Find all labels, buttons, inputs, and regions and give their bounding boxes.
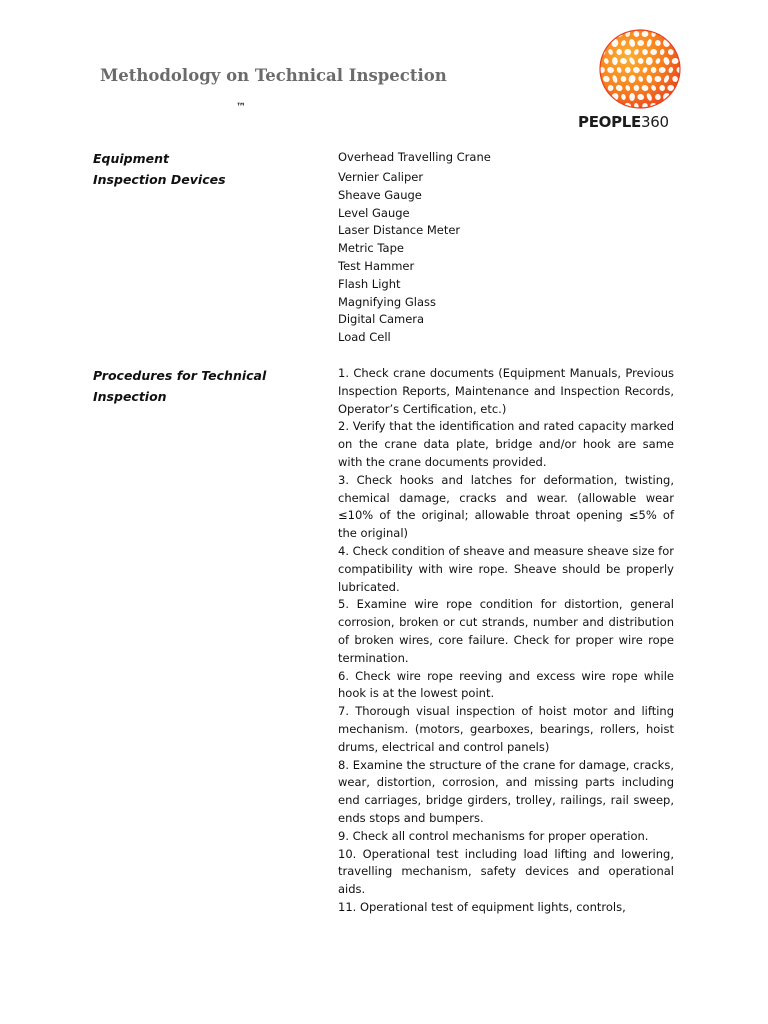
equipment-value: Overhead Travelling Crane: [338, 150, 491, 164]
procedure-step: 9. Check all control mechanisms for proper operation.: [338, 828, 649, 843]
inspection-device-item: Magnifying Glass: [338, 294, 436, 309]
trademark-symbol: ™: [236, 102, 246, 113]
procedure-step: 7. Thorough visual inspection of hoist motor and lifting mechanism. (motors, gearboxes, bearings, rollers, hoist drums, electrical and control panels): [338, 704, 674, 754]
inspection-devices-list: [338, 169, 460, 347]
inspection-device-item: Load Cell: [338, 330, 391, 345]
procedure-step: 6. Check wire rope reeving and excess wire rope while hook is at the lowest point.: [338, 668, 674, 701]
inspection-device-item: Flash Light: [338, 276, 401, 291]
people360-globe-icon: [596, 28, 684, 110]
procedure-steps-list: [338, 365, 674, 917]
procedure-step: 5. Examine wire rope condition for distortion, general corrosion, broken or cut strands, number and distribution of broken wires, core failure. Check for proper wire rope termination.: [338, 597, 674, 665]
inspection-device-item: Metric Tape: [338, 241, 404, 256]
procedure-step: 1. Check crane documents (Equipment Manuals, Previous Inspection Reports, Maintenance and Inspection Records, Operator’s Certification, etc.): [338, 366, 674, 416]
procedure-step: 4. Check condition of sheave and measure sheave size for compatibility with wire rope. Sheave should be properly lubricated.: [338, 543, 674, 594]
logo-text-light: 360: [641, 113, 669, 131]
inspection-device-item: Sheave Gauge: [338, 187, 422, 202]
inspection-device-item: Digital Camera: [338, 312, 425, 327]
inspection-device-item: Test Hammer: [338, 258, 415, 273]
inspection-device-item: Laser Distance Meter: [338, 223, 461, 238]
procedures-label-line: Procedures for Technical: [93, 368, 267, 383]
procedure-step: 2. Verify that the identification and rated capacity marked on the crane data plate, bridge and/or hook are same with the crane documents provided.: [338, 419, 674, 469]
logo-text-bold: PEOPLE: [578, 113, 641, 131]
inspection-device-item: Level Gauge: [338, 205, 410, 220]
logo-wordmark: [578, 113, 700, 131]
inspection-device-item: Vernier Caliper: [338, 170, 424, 184]
document-title: Methodology on Technical Inspection: [100, 66, 447, 85]
procedure-step: 10. Operational test including load lifting and lowering, travelling mechanism, safety devices and operational aids.: [338, 846, 674, 897]
company-logo: [578, 28, 698, 132]
procedure-step: 3. Check hooks and latches for deformation, twisting, chemical damage, cracks and wear. (allowable wear ≤10% of the original; allowable throat opening ≤5% of the original): [338, 472, 674, 541]
procedures-label-line: Inspection: [93, 389, 167, 404]
equipment-value-list: [338, 149, 491, 167]
inspection-devices-label: Inspection Devices: [93, 172, 226, 187]
procedure-step: 8. Examine the structure of the crane for damage, cracks, wear, distortion, corrosion, and missing parts including end carriages, bridge girders, trolley, railings, rail sweep, ends stops and bumpers.: [338, 757, 674, 825]
procedure-step: 11. Operational test of equipment lights, controls,: [338, 899, 626, 914]
procedures-label: [93, 365, 266, 407]
equipment-label: Equipment: [93, 151, 169, 166]
